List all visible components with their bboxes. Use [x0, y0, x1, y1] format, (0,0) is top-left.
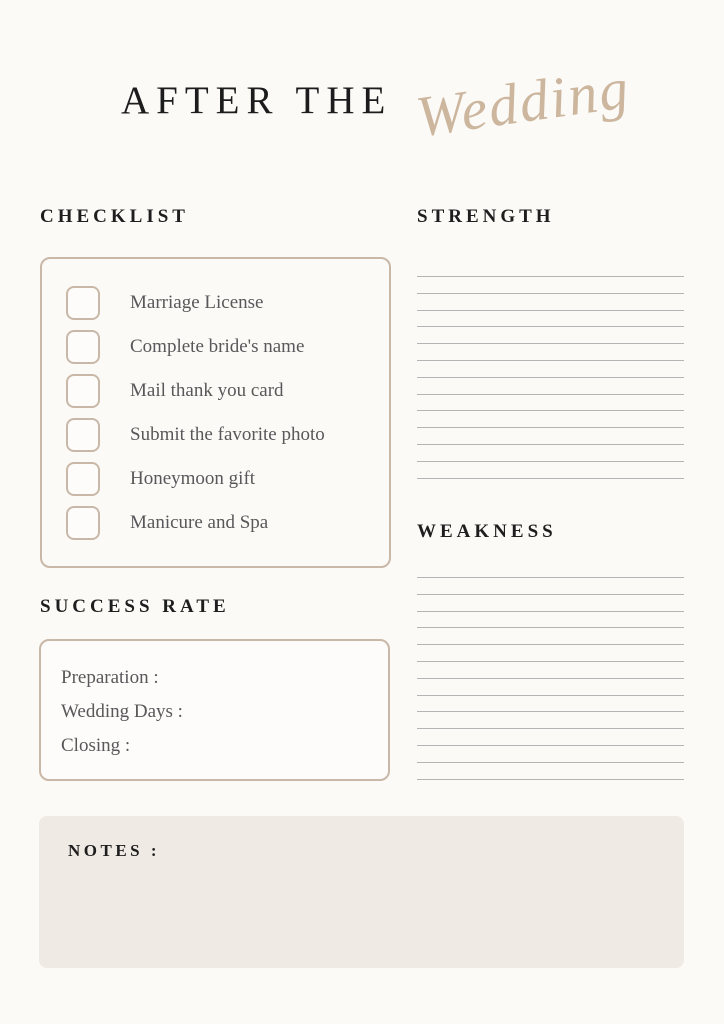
ruled-line [417, 310, 684, 311]
ruled-line [417, 661, 684, 662]
ruled-line [417, 394, 684, 395]
ruled-line [417, 577, 684, 578]
checklist-item-label: Submit the favorite photo [130, 424, 325, 445]
ruled-line [417, 644, 684, 645]
checkbox[interactable] [66, 462, 100, 496]
strength-lines [417, 276, 684, 479]
success-rate-fields [61, 661, 388, 763]
ruled-line [417, 678, 684, 679]
weakness-heading: WEAKNESS [417, 521, 557, 542]
ruled-line [417, 627, 684, 628]
checklist-row [66, 374, 389, 408]
ruled-line [417, 360, 684, 361]
ruled-line [417, 728, 684, 729]
ruled-line [417, 611, 684, 612]
notes-box [39, 816, 684, 968]
weakness-lines [417, 577, 684, 780]
ruled-line [417, 293, 684, 294]
checklist-item-label: Marriage License [130, 292, 264, 313]
checklist-box [40, 257, 391, 568]
ruled-line [417, 711, 684, 712]
success-rate-box [39, 639, 390, 781]
ruled-line [417, 444, 684, 445]
ruled-line [417, 461, 684, 462]
checklist-heading: CHECKLIST [40, 206, 189, 227]
notes-heading: NOTES : [68, 841, 161, 860]
checkbox[interactable] [66, 286, 100, 320]
page-title-script: Wedding [412, 55, 634, 150]
ruled-line [417, 276, 684, 277]
ruled-line [417, 427, 684, 428]
checklist-item-label: Complete bride's name [130, 336, 305, 357]
checklist-item-label: Manicure and Spa [130, 512, 269, 533]
checklist-row [66, 418, 389, 452]
ruled-line [417, 762, 684, 763]
checkbox[interactable] [66, 330, 100, 364]
ruled-line [417, 478, 684, 479]
checklist-row [66, 286, 389, 320]
success-rate-field-label: Preparation : [61, 667, 159, 688]
checklist-item-label: Honeymoon gift [130, 468, 256, 489]
ruled-line [417, 779, 684, 780]
success-rate-field-label: Closing : [61, 735, 131, 756]
ruled-line [417, 326, 684, 327]
success-rate-field-label: Wedding Days : [61, 701, 183, 722]
checklist-row [66, 462, 389, 496]
ruled-line [417, 594, 684, 595]
ruled-line [417, 343, 684, 344]
ruled-line [417, 745, 684, 746]
ruled-line [417, 410, 684, 411]
checkbox[interactable] [66, 418, 100, 452]
page-title-main: AFTER THE [121, 79, 393, 122]
checklist-row [66, 330, 389, 364]
ruled-line [417, 377, 684, 378]
checklist-item-label: Mail thank you card [130, 380, 284, 401]
checkbox[interactable] [66, 374, 100, 408]
checkbox[interactable] [66, 506, 100, 540]
checklist-items [66, 286, 389, 540]
ruled-line [417, 695, 684, 696]
success-rate-heading: SUCCESS RATE [40, 596, 230, 617]
strength-heading: STRENGTH [417, 206, 555, 227]
checklist-row [66, 506, 389, 540]
